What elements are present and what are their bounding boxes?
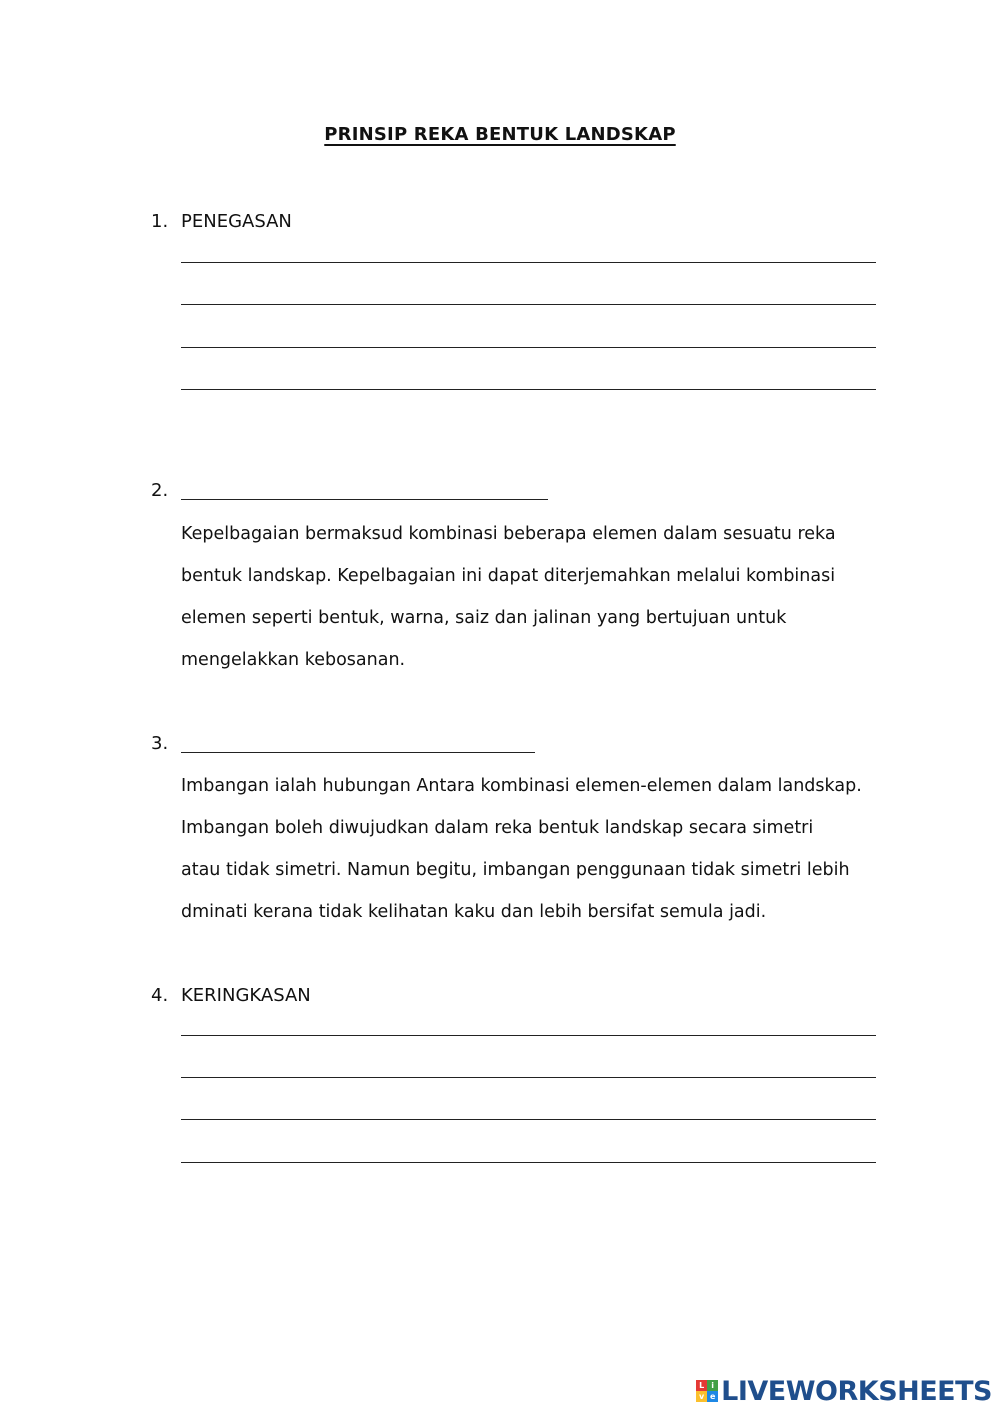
section-1-answer-line-1[interactable] (181, 262, 876, 263)
logo-letter-v: v (696, 1391, 707, 1402)
section-2-number: 2. (151, 480, 169, 501)
section-3-paragraph (181, 765, 891, 933)
section-3-paragraph-line: atau tidak simetri. Namun begitu, imbangan penggunaan tidak simetri lebih (181, 860, 850, 880)
section-3-heading-blank[interactable] (181, 752, 535, 753)
logo-letter-e: e (707, 1391, 718, 1402)
liveworksheets-logo (696, 1373, 992, 1409)
section-1-answer-line-3[interactable] (181, 347, 876, 348)
section-1-answer-line-4[interactable] (181, 389, 876, 390)
section-4-answer-line-1[interactable] (181, 1035, 876, 1036)
liveworksheets-logo-icon (696, 1380, 718, 1402)
section-1-heading: PENEGASAN (181, 211, 292, 232)
section-2-paragraph-line: Kepelbagaian bermaksud kombinasi beberapa elemen dalam sesuatu reka (181, 524, 836, 544)
liveworksheets-brand-text: LIVEWORKSHEETS (721, 1375, 992, 1407)
logo-letter-l: L (696, 1380, 707, 1391)
section-4-heading: KERINGKASAN (181, 985, 311, 1006)
section-2-paragraph-line: elemen seperti bentuk, warna, saiz dan jalinan yang bertujuan untuk (181, 608, 787, 628)
section-3-paragraph-line: dminati kerana tidak kelihatan kaku dan lebih bersifat semula jadi. (181, 902, 767, 922)
section-2-paragraph-line: bentuk landskap. Kepelbagaian ini dapat diterjemahkan melalui kombinasi (181, 566, 836, 586)
section-3-paragraph-line: Imbangan boleh diwujudkan dalam reka bentuk landskap secara simetri (181, 818, 814, 838)
section-3-number: 3. (151, 733, 169, 754)
section-4-answer-line-2[interactable] (181, 1077, 876, 1078)
section-1-number: 1. (151, 211, 169, 232)
section-2-heading-blank[interactable] (181, 499, 548, 500)
section-1-answer-line-2[interactable] (181, 304, 876, 305)
document-title-text: PRINSIP REKA BENTUK LANDSKAP (324, 124, 676, 145)
section-2-paragraph-line: mengelakkan kebosanan. (181, 650, 406, 670)
logo-letter-i: i (707, 1380, 718, 1391)
section-3-paragraph-line: Imbangan ialah hubungan Antara kombinasi elemen-elemen dalam landskap. (181, 776, 862, 796)
section-4-answer-line-3[interactable] (181, 1119, 876, 1120)
section-2-paragraph (181, 513, 891, 681)
section-4-number: 4. (151, 985, 169, 1006)
section-4-answer-line-4[interactable] (181, 1162, 876, 1163)
document-title (0, 124, 1000, 145)
